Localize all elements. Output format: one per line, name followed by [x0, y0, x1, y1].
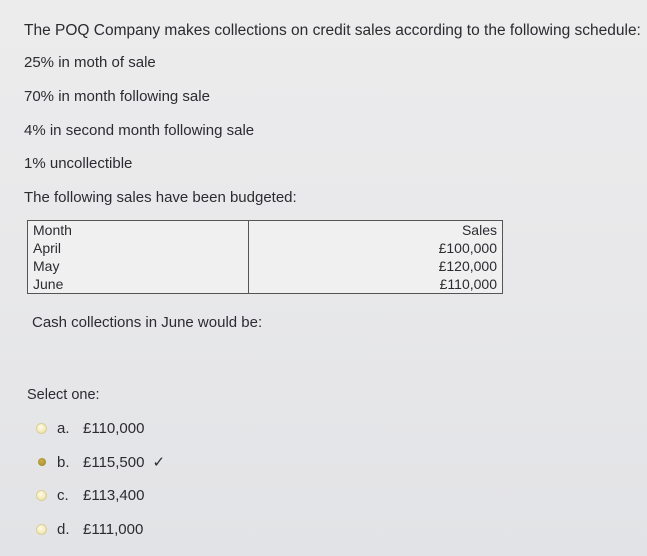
option-letter: d.	[57, 520, 70, 538]
schedule-item: 1% uncollectible	[24, 155, 133, 172]
option-text: £110,000	[83, 419, 145, 437]
table-row	[28, 257, 503, 275]
sales-cell: £110,000	[249, 275, 503, 294]
answer-option-a[interactable]	[36, 417, 144, 439]
option-text: £115,500	[83, 453, 145, 471]
radio-button[interactable]	[36, 524, 47, 535]
schedule-item: 70% in month following sale	[24, 88, 210, 105]
month-cell: April	[28, 239, 249, 257]
radio-button-selected[interactable]	[38, 458, 46, 466]
answer-option-b[interactable]	[36, 451, 165, 473]
budget-intro: The following sales have been budgeted:	[24, 189, 297, 206]
question-intro: The POQ Company makes collections on credit sales according to the following schedule:	[24, 22, 641, 39]
month-cell: June	[28, 275, 249, 294]
month-cell: May	[28, 257, 249, 275]
option-text: £113,400	[83, 486, 145, 504]
answer-option-c[interactable]	[36, 484, 144, 506]
radio-button[interactable]	[36, 423, 47, 434]
month-header: Month	[28, 221, 249, 240]
select-one-label: Select one:	[27, 387, 100, 403]
table-header-row	[28, 221, 503, 240]
question-prompt: Cash collections in June would be:	[32, 314, 263, 331]
option-letter: c.	[57, 486, 69, 504]
radio-button[interactable]	[36, 490, 47, 501]
sales-cell: £120,000	[249, 257, 503, 275]
schedule-item: 4% in second month following sale	[24, 122, 255, 139]
table-row	[28, 239, 503, 257]
check-mark-icon: ✓	[152, 454, 166, 471]
option-text: £111,000	[83, 520, 144, 538]
sales-cell: £100,000	[249, 239, 503, 257]
option-letter: a.	[57, 419, 70, 437]
option-letter: b.	[57, 453, 70, 471]
schedule-item: 25% in moth of sale	[24, 54, 156, 71]
sales-header: Sales	[249, 221, 503, 240]
table-row	[28, 275, 503, 294]
answer-option-d[interactable]	[36, 518, 143, 540]
sales-table	[27, 220, 503, 294]
